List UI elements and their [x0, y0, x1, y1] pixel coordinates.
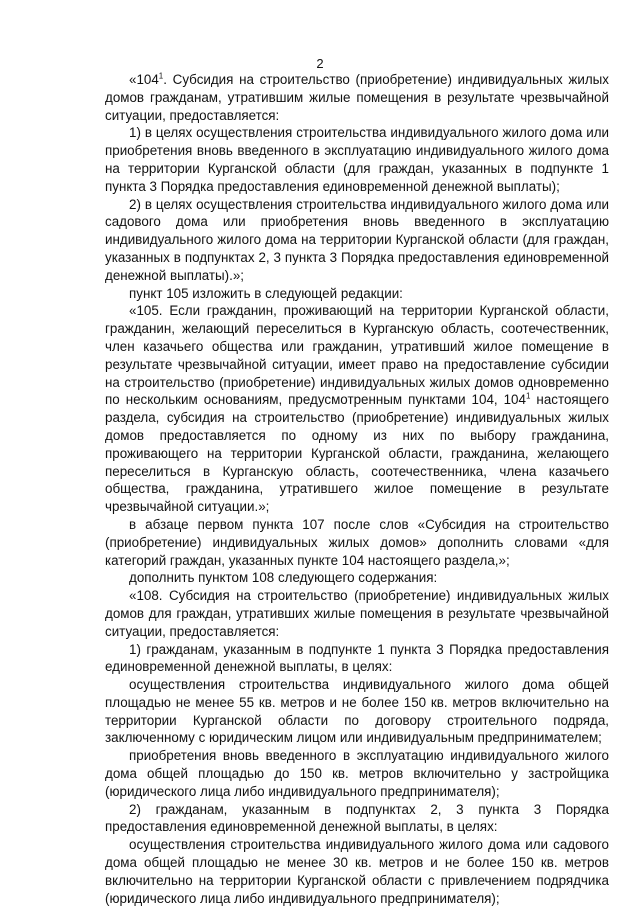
paragraph-104-1: «$104^1$. Субсидия на строительство (приобретение) индивидуальных жилых домов гражданам, утратившим жилые помещения в результате чрезвычайной ситуации, предоставляется:	[105, 71, 609, 123]
paragraph-instruction-108: дополнить пунктом 108 следующего содержания:	[129, 570, 438, 586]
superscript: 1	[525, 391, 531, 401]
superscript: 1	[158, 71, 164, 81]
paragraph-104-1-item-1: 1) в целях осуществления строительства индивидуального жилого дома или приобретения вновь введенного в эксплуатацию индивидуального жилого дома на территории Курганской области (для граждан, указанных в подпункте 1 пункта 3 Порядка предоставления единовременной денежной выплаты);	[105, 125, 609, 194]
paragraph-instruction-105: пункт 105 изложить в следующей редакции:	[129, 285, 403, 301]
paragraph-108-item-1-b: приобретения вновь введенного в эксплуатацию индивидуального жилого дома общей площадью до 150 кв. метров включительно у застройщика (юридического лица либо индивидуального предпринимателя);	[105, 748, 609, 799]
paragraph-108-item-1: 1) гражданам, указанным в подпункте 1 пункта 3 Порядка предоставления единовременной денежной выплаты, в целях:	[105, 641, 609, 675]
paragraph-105: «105. Если гражданин, проживающий на территории Курганской области, гражданин, желающий переселиться в Курганскую область, соотечественник, член казачьего общества или гражданин, утративший жилое помещение в результате чрезвычайной ситуации, имеет право на предоставление субсидии на строительство (приобретение) индивидуальных жилых домов одновременно по нескольким основаниям, предусмотренным пунктами 104, $104^1$ настоящего раздела, субсидия на строительство (приобретение) индивидуальных жилых домов предоставляется по одному из них по выбору гражданина, проживающего на территории Курганской области, гражданина, желающего переселиться в Курганскую область, соотечественника, члена казачьего общества, гражданина, утратившего жилое помещение в результате чрезвычайной ситуации.»;	[105, 303, 609, 515]
paragraph-108-item-2-a: осуществления строительства индивидуального жилого дома или садового дома общей площадью не менее 30 кв. метров и не более 150 кв. метров включительно на территории Курганской области с привлечением подрядчика (юридического лица либо индивидуального предпринимателя);	[105, 837, 609, 906]
paragraph-108-item-1-a: осуществления строительства индивидуального жилого дома общей площадью не менее 55 кв. метров и не более 150 кв. метров включительно на территории Курганской области по договору строительного подряда, заключенному с юридическим лицом или индивидуальным предпринимателем;	[105, 677, 609, 746]
paragraph-108: «108. Субсидия на строительство (приобретение) индивидуальных жилых домов для граждан, утративших жилые помещения в результате чрезвычайной ситуации, предоставляется:	[105, 588, 609, 639]
document-body	[105, 71, 609, 907]
paragraph-108-item-2: 2) гражданам, указанным в подпунктах 2, 3 пункта 3 Порядка предоставления единовременной денежной выплаты, в целях:	[105, 801, 609, 835]
page-number: 2	[316, 56, 324, 71]
paragraph-104-1-item-2: 2) в целях осуществления строительства индивидуального жилого дома или садового дома или приобретения вновь введенного в эксплуатацию индивидуального жилого дома на территории Курганской области (для граждан, указанных в подпунктах 2, 3 пункта 3 Порядка предоставления единовременной денежной выплаты).»;	[105, 196, 609, 283]
paragraph-instruction-107: в абзаце первом пункта 107 после слов «Субсидия на строительство (приобретение) индивидуальных жилых домов» дополнить словами «для категорий граждан, указанных пункте 104 настоящего раздела,»;	[105, 516, 609, 568]
